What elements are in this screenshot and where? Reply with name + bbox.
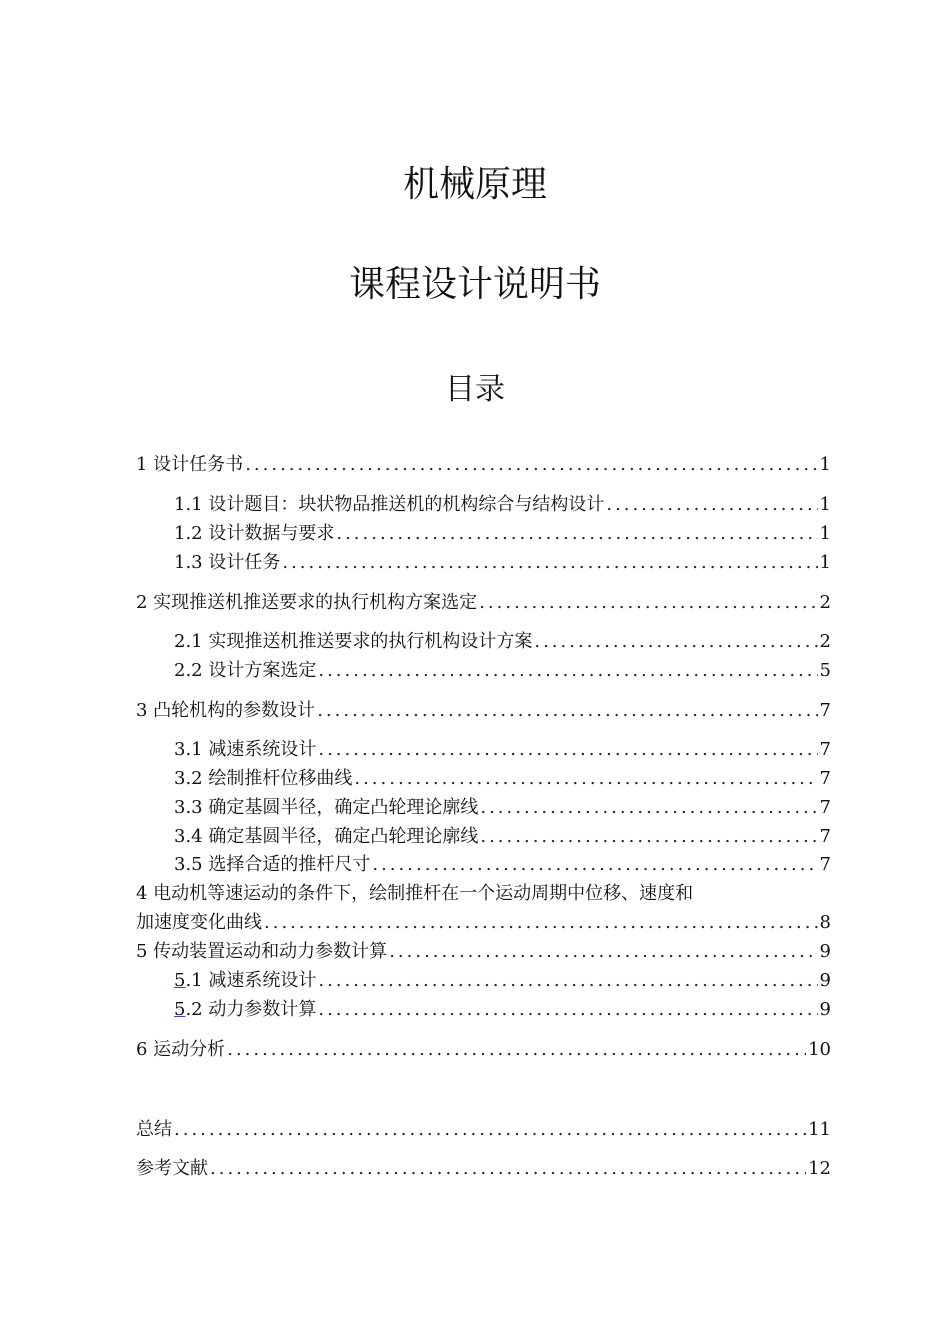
document-title: 机械原理: [402, 164, 547, 205]
toc-leader-dots: [318, 998, 817, 1022]
toc-entry-label: 参考文献: [136, 1158, 208, 1179]
toc-entry-label: 1.1 设计题目：块状物品推送机的机构综合与结构设计: [174, 494, 605, 515]
toc-entry-label: 总结: [136, 1119, 172, 1140]
toc-entry[interactable]: [136, 1157, 831, 1181]
toc-leader-dots: [389, 940, 817, 964]
toc-entry[interactable]: [174, 493, 831, 517]
toc-entry-page: 7: [819, 797, 831, 818]
toc-entry-label: 3 凸轮机构的参数设计: [136, 700, 316, 721]
toc-leader-dots: [317, 699, 817, 723]
toc-entry[interactable]: [174, 998, 831, 1022]
toc-entry[interactable]: [174, 767, 831, 791]
toc-leader-dots: [534, 630, 817, 654]
toc-leader-dots: [282, 551, 817, 575]
toc-entry-label: 3.5 选择合适的推杆尺寸: [174, 854, 371, 875]
toc-entry-label-wrap: [174, 969, 316, 993]
toc-entry-page: 2: [819, 592, 831, 613]
toc-entry-page: 7: [819, 739, 831, 760]
toc-entry-label: 6 运动分析: [136, 1039, 226, 1060]
toc-leader-dots: [174, 1118, 806, 1142]
toc-entry-label: 加速度变化曲线: [136, 912, 262, 933]
toc-entry[interactable]: [174, 825, 831, 849]
toc-entry-page: 11: [808, 1119, 831, 1140]
toc-entry[interactable]: [174, 969, 831, 993]
toc-entry[interactable]: [136, 1118, 831, 1142]
toc-entry-label: 5 传动装置运动和动力参数计算: [136, 941, 388, 962]
toc-entry-label: 3.4 确定基圆半径，确定凸轮理论廓线: [174, 826, 479, 847]
toc-leader-dots: [318, 738, 817, 762]
toc-entry-label: .2 动力参数计算: [185, 999, 317, 1020]
toc-leader-dots: [245, 453, 817, 477]
toc-leader-dots: [264, 911, 818, 935]
toc-leader-dots: [606, 493, 817, 517]
toc-leader-dots: [227, 1038, 806, 1062]
toc-entry-page: 7: [819, 768, 831, 789]
toc-leader-dots: [480, 796, 817, 820]
toc-entry-page: 9: [819, 999, 831, 1020]
toc-leader-dots: [318, 969, 817, 993]
toc-heading: 目录: [445, 372, 505, 407]
toc-entry-label: 3.3 确定基圆半径，确定凸轮理论廓线: [174, 797, 479, 818]
toc-entry-page: 1: [819, 523, 831, 544]
toc-entry-label-prefix: 5: [174, 999, 186, 1020]
toc-entry[interactable]: [136, 591, 831, 615]
toc-entry-label: .1 减速系统设计: [185, 970, 317, 991]
toc-entry[interactable]: [174, 659, 831, 683]
toc-entry-label-prefix: 5: [174, 970, 186, 991]
toc-leader-dots: [210, 1157, 806, 1181]
toc-entry-page: 5: [819, 660, 831, 681]
toc-entry-page: 1: [819, 552, 831, 573]
toc-entry-page: 7: [819, 826, 831, 847]
toc-entry-label: 1.3 设计任务: [174, 552, 281, 573]
toc-entry-page: 10: [808, 1039, 831, 1060]
toc-entry[interactable]: [174, 522, 831, 546]
toc-entry-page: 7: [819, 854, 831, 875]
toc-entry-page: 8: [819, 912, 831, 933]
toc-entry-page: 7: [819, 700, 831, 721]
toc-entry[interactable]: [174, 630, 831, 654]
toc-entry-label-wrap: [174, 998, 316, 1022]
toc-entry[interactable]: [136, 1038, 831, 1062]
toc-entry[interactable]: [174, 738, 831, 762]
toc-entry-page: 2: [819, 631, 831, 652]
toc-entry-label: 3.2 绘制推杆位移曲线: [174, 768, 353, 789]
toc-entry-page: 12: [808, 1158, 831, 1179]
toc-entry-label: 3.1 减速系统设计: [174, 739, 317, 760]
toc-leader-dots: [480, 825, 817, 849]
toc-entry-label: 1.2 设计数据与要求: [174, 523, 335, 544]
toc-leader-dots: [479, 591, 817, 615]
toc-entry-page: 9: [819, 941, 831, 962]
toc-entry[interactable]: [174, 551, 831, 575]
toc-entry[interactable]: [136, 911, 831, 935]
toc-entry[interactable]: [174, 853, 831, 877]
toc-entry[interactable]: [174, 796, 831, 820]
toc-entry-page: 1: [819, 494, 831, 515]
toc-entry-label: 2 实现推送机推送要求的执行机构方案选定: [136, 592, 478, 613]
toc-entry-label: 1 设计任务书: [136, 454, 244, 475]
toc-entry-label: 2.2 设计方案选定: [174, 660, 317, 681]
toc-leader-dots: [372, 853, 817, 877]
toc-leader-dots: [354, 767, 817, 791]
toc-entry-label-line1[interactable]: 4 电动机等速运动的条件下，绘制推杆在一个运动周期中位移、速度和: [136, 883, 694, 904]
toc-entry[interactable]: [136, 453, 831, 477]
toc-leader-dots: [318, 659, 817, 683]
toc-entry-page: 1: [819, 454, 831, 475]
toc-entry[interactable]: [136, 699, 831, 723]
toc-entry-label: 2.1 实现推送机推送要求的执行机构设计方案: [174, 631, 533, 652]
document-subtitle: 课程设计说明书: [348, 264, 601, 305]
toc-leader-dots: [336, 522, 817, 546]
toc-entry-page: 9: [819, 970, 831, 991]
toc-entry[interactable]: [136, 940, 831, 964]
